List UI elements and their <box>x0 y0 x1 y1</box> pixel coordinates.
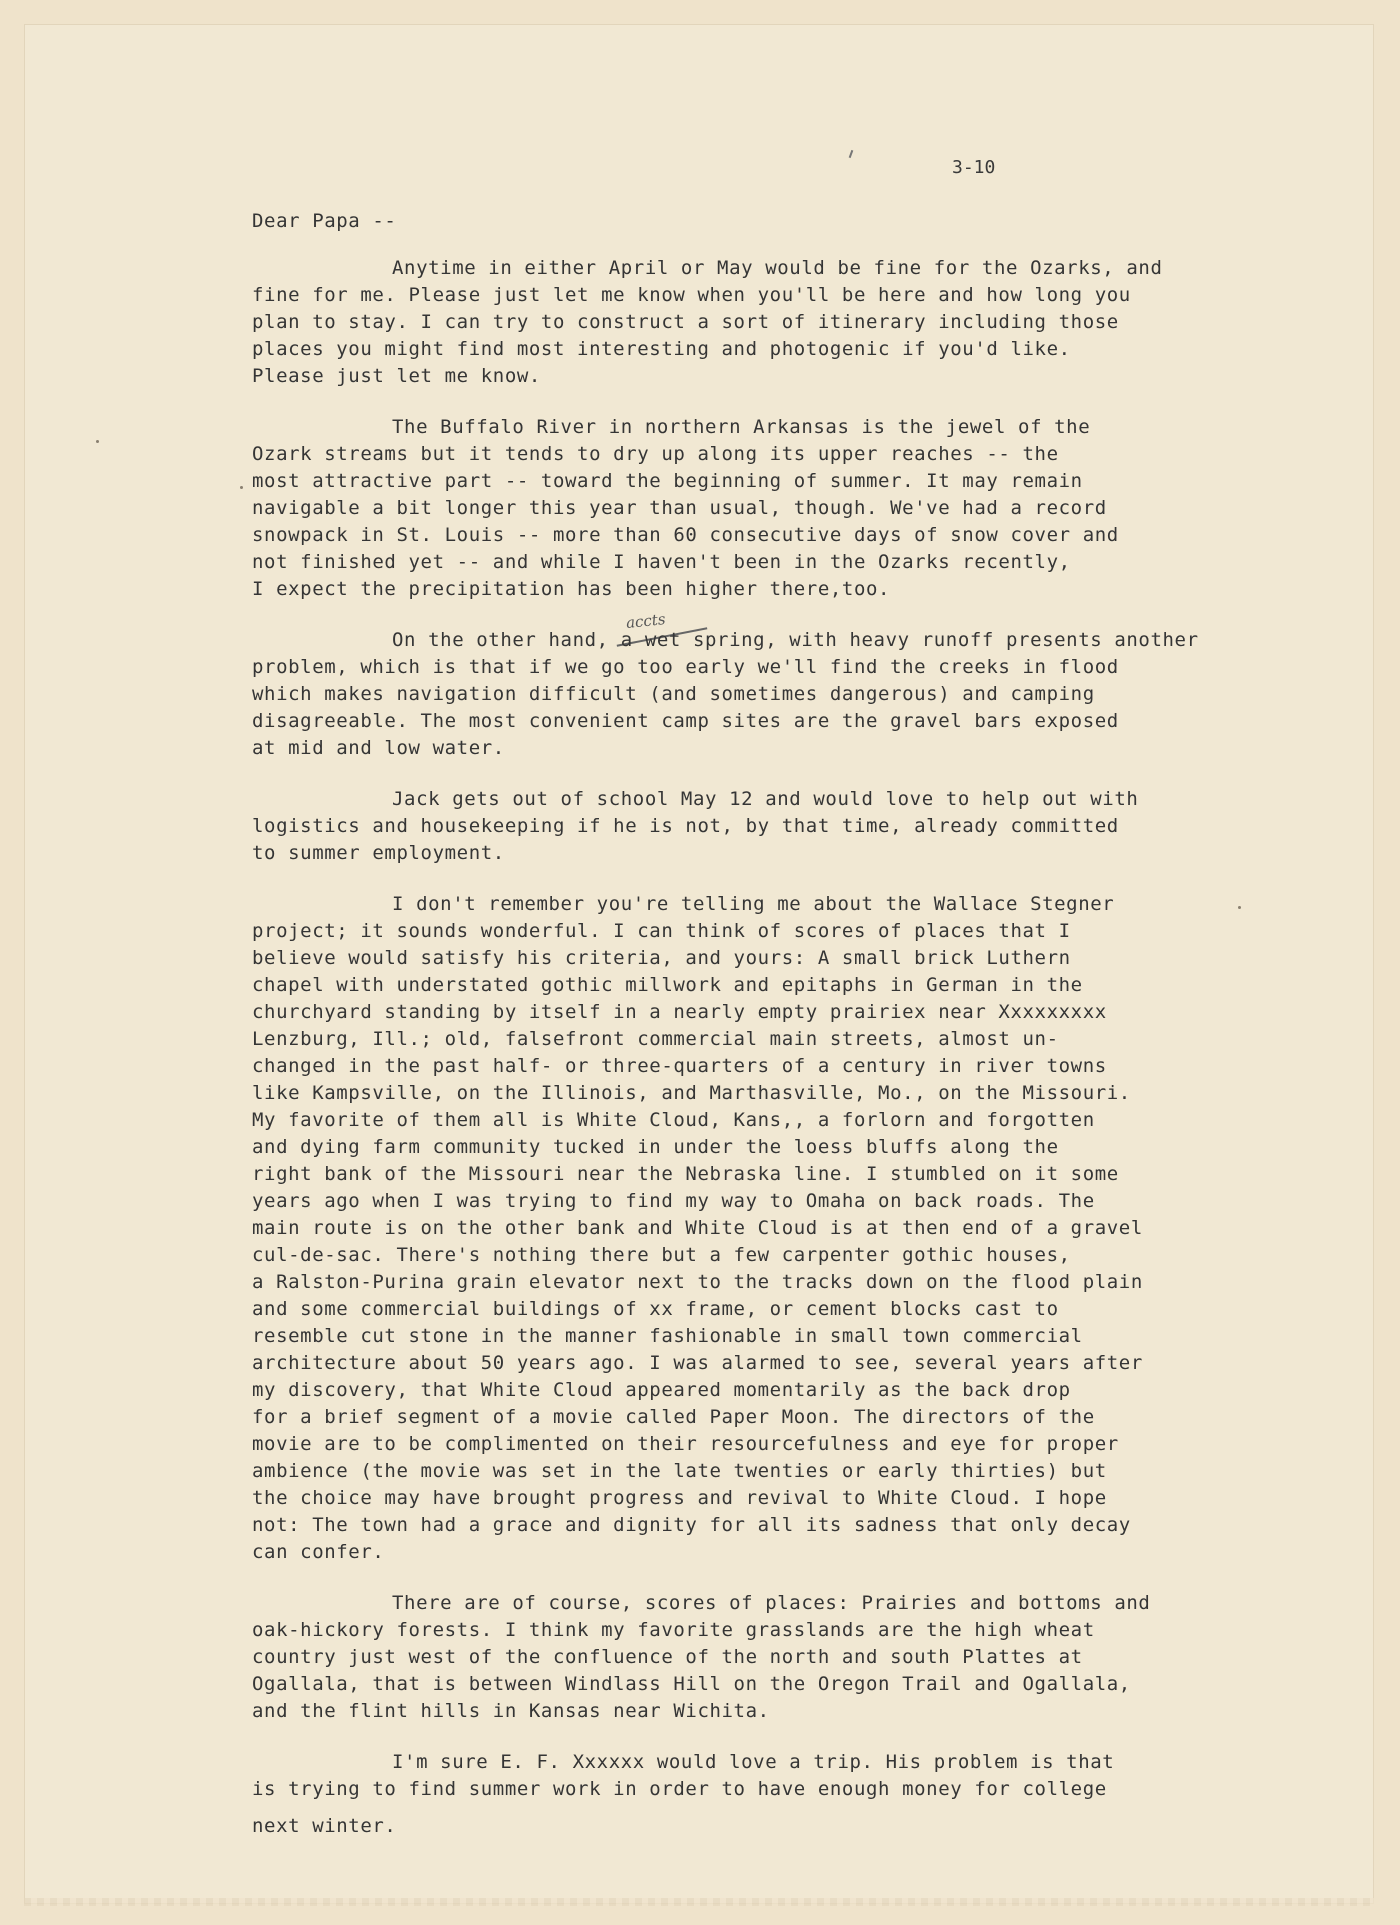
text-line: right bank of the Missouri near the Nebraska line. I stumbled on it some <box>252 1163 1119 1185</box>
text-line: my discovery, that White Cloud appeared momentarily as the back drop <box>252 1379 1071 1401</box>
text-line: movie are to be complimented on their resourcefulness and eye for proper <box>252 1433 1119 1455</box>
text-line: to summer employment. <box>252 842 505 864</box>
text-line: places you might find most interesting and photogenic if you'd like. <box>252 338 1071 360</box>
text-line: navigable a bit longer this year than usual, though. We've had a record <box>252 497 1107 519</box>
text-line: resemble cut stone in the manner fashionable in small town commercial <box>252 1325 1083 1347</box>
text-line: My favorite of them all is White Cloud, Kans,, a forlorn and forgotten <box>252 1109 1095 1131</box>
text-line: I don't remember you're telling me about the Wallace Stegner <box>392 893 1115 915</box>
text-line: Ogallala, that is between Windlass Hill on the Oregon Trail and Ogallala, <box>252 1673 1131 1695</box>
text-line: is trying to find summer work in order to have enough money for college <box>252 1778 1107 1800</box>
text-line: like Kampsville, on the Illinois, and Marthasville, Mo., on the Missouri. <box>252 1082 1131 1104</box>
text-line: Anytime in either April or May would be fine for the Ozarks, and <box>392 257 1163 279</box>
text-line: and the flint hills in Kansas near Wichita. <box>252 1700 770 1722</box>
letter-greeting: Dear Papa -- <box>252 210 397 232</box>
text-line: which makes navigation difficult (and sometimes dangerous) and camping <box>252 683 1095 705</box>
text-line: oak-hickory forests. I think my favorite grasslands are the high wheat <box>252 1619 1095 1641</box>
text-line: The Buffalo River in northern Arkansas is the jewel of the <box>392 416 1091 438</box>
text-line: fine for me. Please just let me know when you'll be here and how long you <box>252 284 1131 306</box>
text-line: years ago when I was trying to find my way to Omaha on back roads. The <box>252 1190 1095 1212</box>
text-line: logistics and housekeeping if he is not, by that time, already committed <box>252 815 1119 837</box>
text-line: churchyard standing by itself in a nearly empty prairiex near Xxxxxxxxx <box>252 1001 1107 1023</box>
text-line: architecture about 50 years ago. I was alarmed to see, several years after <box>252 1352 1143 1374</box>
text-line: the choice may have brought progress and revival to White Cloud. I hope <box>252 1487 1107 1509</box>
text-line: project; it sounds wonderful. I can think of scores of places that I <box>252 920 1071 942</box>
page-number: 3-10 <box>952 157 996 178</box>
text-line: at mid and low water. <box>252 737 505 759</box>
paper-speck <box>240 486 243 489</box>
text-line: changed in the past half- or three-quarters of a century in river towns <box>252 1055 1107 1077</box>
text-line: On the other hand, a wet spring, with heavy runoff presents another <box>392 629 1199 651</box>
text-line: chapel with understated gothic millwork and epitaphs in German in the <box>252 974 1083 996</box>
text-line: a Ralston-Purina grain elevator next to the tracks down on the flood plain <box>252 1271 1143 1293</box>
text-line: next winter. <box>252 1815 397 1837</box>
text-line: Please just let me know. <box>252 365 541 387</box>
text-line: Lenzburg, Ill.; old, falsefront commercial main streets, almost un- <box>252 1028 1059 1050</box>
paragraph <box>252 414 1282 603</box>
text-line: Jack gets out of school May 12 and would love to help out with <box>392 788 1139 810</box>
text-line: There are of course, scores of places: Prairies and bottoms and <box>392 1592 1151 1614</box>
text-line: Ozark streams but it tends to dry up along its upper reaches -- the <box>252 443 1059 465</box>
text-line: country just west of the confluence of the north and south Plattes at <box>252 1646 1083 1668</box>
text-line: problem, which is that if we go too early we'll find the creeks in flood <box>252 656 1119 678</box>
text-line: most attractive part -- toward the beginning of summer. It may remain <box>252 470 1083 492</box>
paragraph <box>252 786 1282 867</box>
paper-speck <box>96 440 99 443</box>
text-line: and some commercial buildings of xx frame, or cement blocks cast to <box>252 1298 1059 1320</box>
paragraph <box>252 891 1282 1566</box>
handwritten-annotation: accts <box>625 609 667 633</box>
text-line: cul-de-sac. There's nothing there but a few carpenter gothic houses, <box>252 1244 1071 1266</box>
paragraph <box>252 255 1282 390</box>
text-line: can confer. <box>252 1541 385 1563</box>
text-line: not finished yet -- and while I haven't been in the Ozarks recently, <box>252 551 1071 573</box>
text-line: believe would satisfy his criteria, and yours: A small brick Luthern <box>252 947 1071 969</box>
text-line: I'm sure E. F. Xxxxxx would love a trip. His problem is that <box>392 1751 1115 1773</box>
torn-paper-edge <box>24 1898 1374 1906</box>
paragraph <box>252 1749 1282 1840</box>
text-line: disagreeable. The most convenient camp sites are the gravel bars exposed <box>252 710 1119 732</box>
paragraph <box>252 1590 1282 1725</box>
text-line: for a brief segment of a movie called Paper Moon. The directors of the <box>252 1406 1095 1428</box>
text-line: snowpack in St. Louis -- more than 60 consecutive days of snow cover and <box>252 524 1119 546</box>
text-line: not: The town had a grace and dignity for all its sadness that only decay <box>252 1514 1131 1536</box>
text-line: main route is on the other bank and White Cloud is at then end of a gravel <box>252 1217 1143 1239</box>
paragraph <box>252 627 1282 762</box>
text-line: ambience (the movie was set in the late twenties or early thirties) but <box>252 1460 1107 1482</box>
letter-body <box>252 208 1282 1864</box>
text-line: plan to stay. I can try to construct a sort of itinerary including those <box>252 311 1119 333</box>
text-line: and dying farm community tucked in under the loess bluffs along the <box>252 1136 1059 1158</box>
text-line: I expect the precipitation has been higher there,too. <box>252 578 891 600</box>
